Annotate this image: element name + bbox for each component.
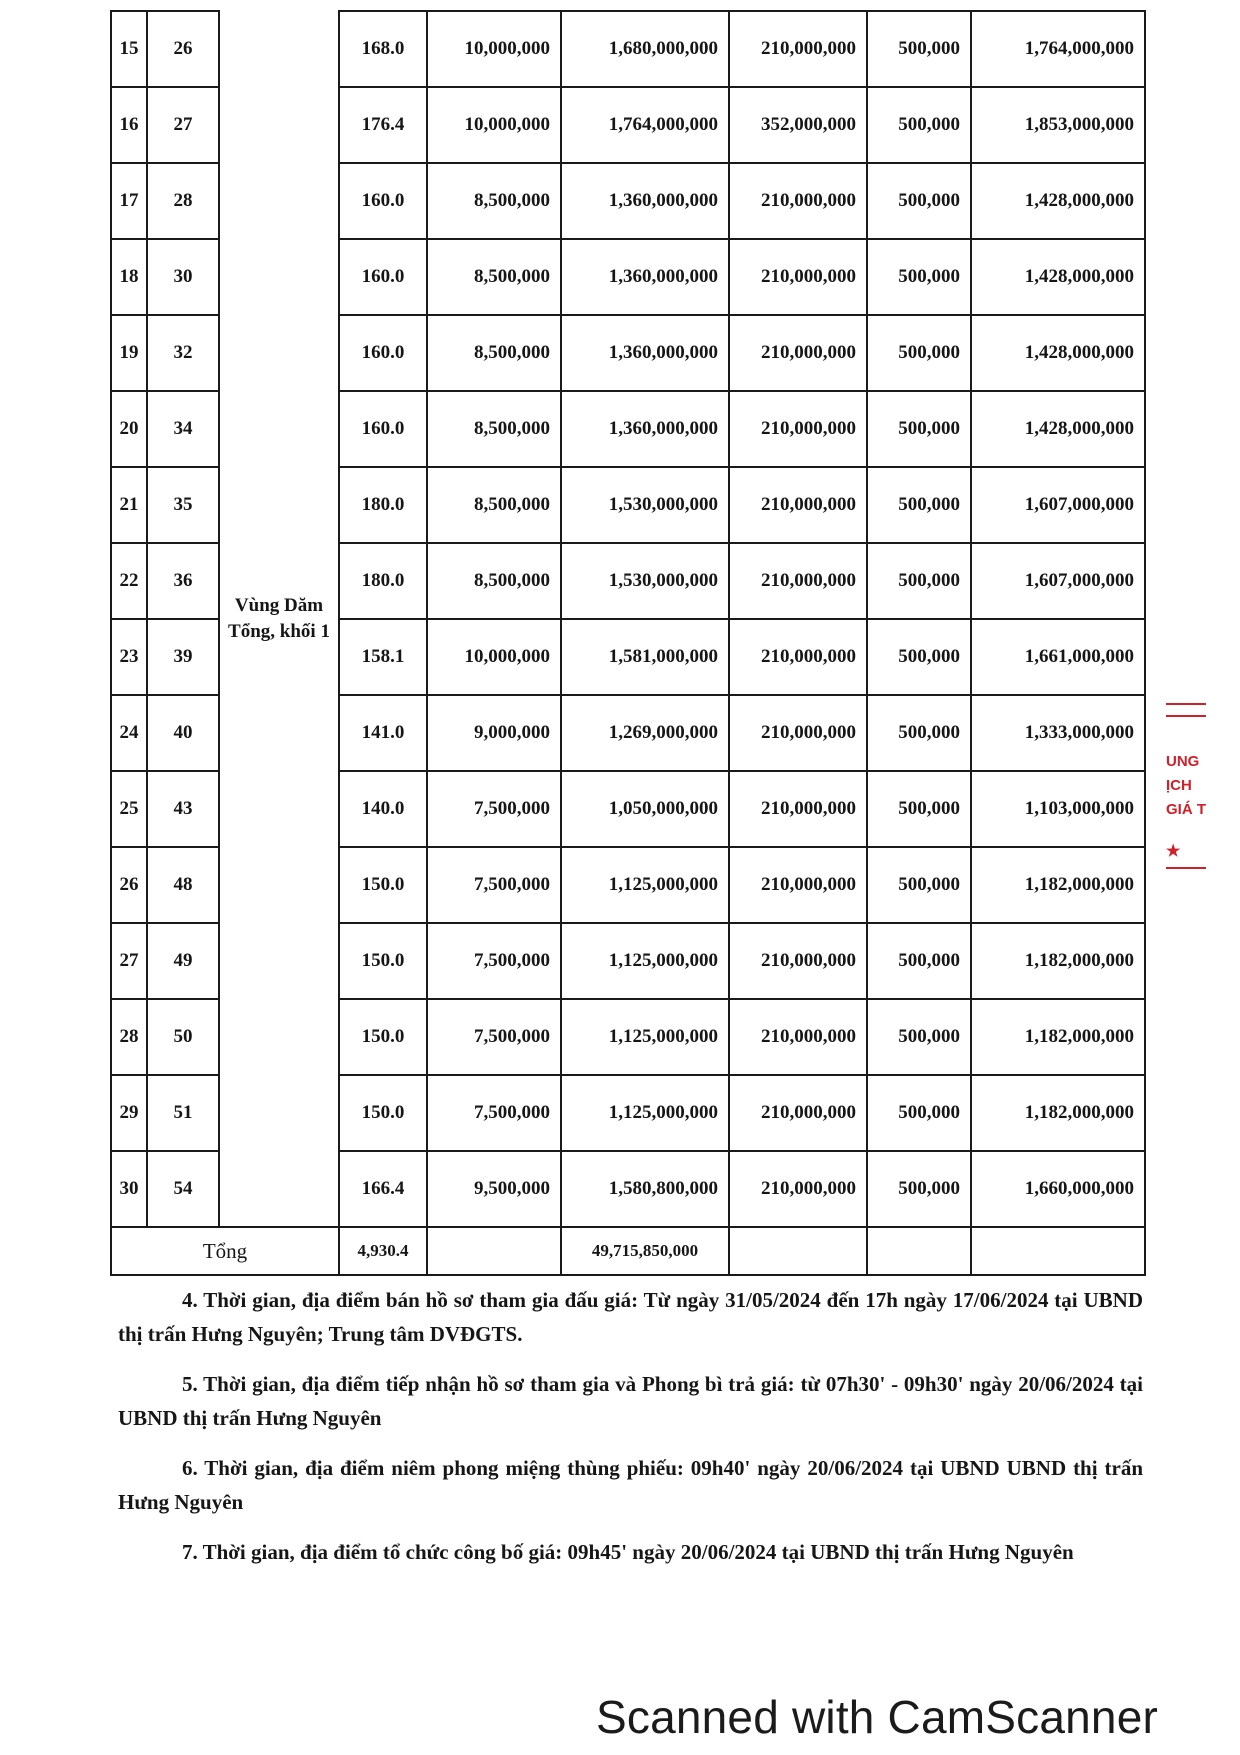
value-cell: 1,182,000,000 [971,847,1145,923]
area-cell: 180.0 [339,543,427,619]
deposit-cell: 210,000,000 [729,619,867,695]
total-start-price-cell: 49,715,850,000 [561,1227,729,1275]
stamp-star-icon: ★ [1166,843,1181,860]
start-price-cell: 1,530,000,000 [561,543,729,619]
note-paragraph: 6. Thời gian, địa điểm niêm phong miệng thùng phiếu: 09h40' ngày 20/06/2024 tại UBND UBND thị trấn Hưng Nguyên [118,1456,1143,1514]
fee-cell: 500,000 [867,695,971,771]
unit-price-cell: 7,500,000 [427,999,561,1075]
notes-section [118,1283,1143,1585]
unit-price-cell: 8,500,000 [427,239,561,315]
total-row [111,1227,1145,1275]
deposit-cell: 210,000,000 [729,923,867,999]
unit-price-cell: 7,500,000 [427,847,561,923]
lot-cell: 40 [147,695,219,771]
unit-price-cell: 8,500,000 [427,163,561,239]
unit-price-cell: 10,000,000 [427,87,561,163]
area-cell: 160.0 [339,163,427,239]
deposit-cell: 210,000,000 [729,239,867,315]
start-price-cell: 1,581,000,000 [561,619,729,695]
lot-cell: 35 [147,467,219,543]
unit-price-cell: 8,500,000 [427,391,561,467]
unit-price-cell: 10,000,000 [427,11,561,87]
lot-cell: 43 [147,771,219,847]
note-paragraph: 4. Thời gian, địa điểm bán hồ sơ tham gia đấu giá: Từ ngày 31/05/2024 đến 17h ngày 17/06/2024 tại UBND thị trấn Hưng Nguyên; Trung tâm DVĐGTS. [118,1288,1143,1346]
auction-table [110,10,1146,1276]
deposit-cell: 210,000,000 [729,467,867,543]
lot-cell: 28 [147,163,219,239]
fee-cell: 500,000 [867,619,971,695]
value-cell: 1,607,000,000 [971,543,1145,619]
lot-cell: 49 [147,923,219,999]
lot-cell: 32 [147,315,219,391]
deposit-cell: 352,000,000 [729,87,867,163]
value-cell: 1,182,000,000 [971,999,1145,1075]
table-row [111,11,1145,87]
empty-cell [729,1227,867,1275]
stt-cell: 24 [111,695,147,771]
value-cell: 1,428,000,000 [971,163,1145,239]
lot-cell: 27 [147,87,219,163]
area-cell: 158.1 [339,619,427,695]
deposit-cell: 210,000,000 [729,695,867,771]
stt-cell: 29 [111,1075,147,1151]
stamp-text-1: UNG [1166,753,1200,770]
start-price-cell: 1,125,000,000 [561,847,729,923]
stt-cell: 28 [111,999,147,1075]
fee-cell: 500,000 [867,1075,971,1151]
note-paragraph: 7. Thời gian, địa điểm tổ chức công bố giá: 09h45' ngày 20/06/2024 tại UBND thị trấn Hưng Nguyên [182,1540,1074,1564]
unit-price-cell: 8,500,000 [427,467,561,543]
fee-cell: 500,000 [867,467,971,543]
scanner-watermark: Scanned with CamScanner [596,1691,1159,1743]
unit-price-cell: 9,000,000 [427,695,561,771]
stt-cell: 18 [111,239,147,315]
start-price-cell: 1,125,000,000 [561,923,729,999]
stt-cell: 21 [111,467,147,543]
start-price-cell: 1,050,000,000 [561,771,729,847]
area-cell: 160.0 [339,315,427,391]
lot-cell: 36 [147,543,219,619]
fee-cell: 500,000 [867,391,971,467]
area-cell: 150.0 [339,999,427,1075]
lot-cell: 30 [147,239,219,315]
value-cell: 1,607,000,000 [971,467,1145,543]
stt-cell: 19 [111,315,147,391]
area-cell: 180.0 [339,467,427,543]
area-cell: 141.0 [339,695,427,771]
stt-cell: 23 [111,619,147,695]
note-paragraph: 5. Thời gian, địa điểm tiếp nhận hồ sơ tham gia và Phong bì trả giá: từ 07h30' - 09h30' ngày 20/06/2024 tại UBND thị trấn Hưng Nguyên [118,1372,1143,1430]
fee-cell: 500,000 [867,1151,971,1227]
deposit-cell: 210,000,000 [729,543,867,619]
total-label: Tổng [111,1227,339,1275]
start-price-cell: 1,269,000,000 [561,695,729,771]
deposit-cell: 210,000,000 [729,999,867,1075]
start-price-cell: 1,360,000,000 [561,239,729,315]
value-cell: 1,661,000,000 [971,619,1145,695]
stt-cell: 30 [111,1151,147,1227]
lot-cell: 54 [147,1151,219,1227]
red-stamp-fragment [1162,695,1212,885]
start-price-cell: 1,680,000,000 [561,11,729,87]
fee-cell: 500,000 [867,11,971,87]
unit-price-cell: 7,500,000 [427,1075,561,1151]
value-cell: 1,428,000,000 [971,315,1145,391]
start-price-cell: 1,125,000,000 [561,999,729,1075]
start-price-cell: 1,360,000,000 [561,163,729,239]
fee-cell: 500,000 [867,923,971,999]
lot-cell: 26 [147,11,219,87]
value-cell: 1,103,000,000 [971,771,1145,847]
deposit-cell: 210,000,000 [729,847,867,923]
deposit-cell: 210,000,000 [729,1151,867,1227]
fee-cell: 500,000 [867,847,971,923]
deposit-cell: 210,000,000 [729,163,867,239]
fee-cell: 500,000 [867,239,971,315]
fee-cell: 500,000 [867,315,971,391]
area-cell: 168.0 [339,11,427,87]
total-area-cell: 4,930.4 [339,1227,427,1275]
start-price-cell: 1,360,000,000 [561,315,729,391]
zone-cell: Vùng Dăm Tổng, khối 1 [219,11,339,1227]
start-price-cell: 1,580,800,000 [561,1151,729,1227]
lot-cell: 34 [147,391,219,467]
area-cell: 160.0 [339,239,427,315]
empty-cell [867,1227,971,1275]
lot-cell: 48 [147,847,219,923]
stt-cell: 15 [111,11,147,87]
start-price-cell: 1,530,000,000 [561,467,729,543]
stt-cell: 26 [111,847,147,923]
deposit-cell: 210,000,000 [729,1075,867,1151]
deposit-cell: 210,000,000 [729,771,867,847]
deposit-cell: 210,000,000 [729,11,867,87]
stt-cell: 17 [111,163,147,239]
value-cell: 1,428,000,000 [971,239,1145,315]
deposit-cell: 210,000,000 [729,315,867,391]
area-cell: 150.0 [339,923,427,999]
stamp-text-3: GIÁ T [1166,801,1206,818]
value-cell: 1,660,000,000 [971,1151,1145,1227]
area-cell: 160.0 [339,391,427,467]
value-cell: 1,182,000,000 [971,1075,1145,1151]
area-cell: 150.0 [339,847,427,923]
unit-price-cell: 8,500,000 [427,315,561,391]
start-price-cell: 1,125,000,000 [561,1075,729,1151]
stt-cell: 27 [111,923,147,999]
fee-cell: 500,000 [867,163,971,239]
unit-price-cell: 7,500,000 [427,923,561,999]
lot-cell: 50 [147,999,219,1075]
area-cell: 176.4 [339,87,427,163]
area-cell: 166.4 [339,1151,427,1227]
fee-cell: 500,000 [867,999,971,1075]
fee-cell: 500,000 [867,543,971,619]
table-body [111,11,1145,1275]
deposit-cell: 210,000,000 [729,391,867,467]
stt-cell: 16 [111,87,147,163]
area-cell: 140.0 [339,771,427,847]
stt-cell: 22 [111,543,147,619]
value-cell: 1,182,000,000 [971,923,1145,999]
empty-cell [971,1227,1145,1275]
fee-cell: 500,000 [867,771,971,847]
unit-price-cell: 10,000,000 [427,619,561,695]
empty-cell [427,1227,561,1275]
value-cell: 1,428,000,000 [971,391,1145,467]
start-price-cell: 1,360,000,000 [561,391,729,467]
unit-price-cell: 8,500,000 [427,543,561,619]
unit-price-cell: 9,500,000 [427,1151,561,1227]
value-cell: 1,333,000,000 [971,695,1145,771]
lot-cell: 39 [147,619,219,695]
lot-cell: 51 [147,1075,219,1151]
area-cell: 150.0 [339,1075,427,1151]
fee-cell: 500,000 [867,87,971,163]
start-price-cell: 1,764,000,000 [561,87,729,163]
stamp-text-2: ỊCH [1166,777,1192,794]
stt-cell: 20 [111,391,147,467]
value-cell: 1,764,000,000 [971,11,1145,87]
stt-cell: 25 [111,771,147,847]
unit-price-cell: 7,500,000 [427,771,561,847]
value-cell: 1,853,000,000 [971,87,1145,163]
